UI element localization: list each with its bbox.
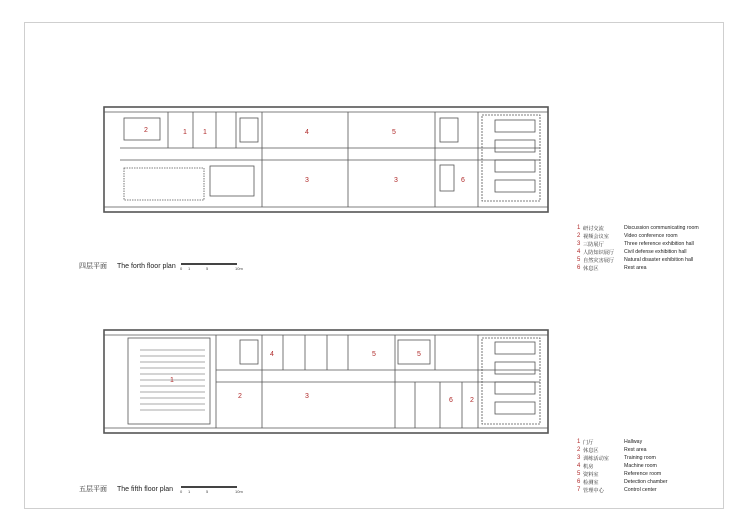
floor4-scale-bar (181, 263, 241, 273)
room-label: 3 (305, 393, 309, 400)
room-label: 5 (417, 351, 421, 358)
legend-num: 2 (577, 447, 581, 453)
legend-en: Training room (624, 455, 656, 461)
room-label: 4 (305, 129, 309, 136)
floor4-caption (79, 261, 176, 271)
legend-row (577, 438, 668, 446)
scale-tick: 5 (206, 489, 209, 494)
floor4-room-labels (144, 127, 465, 184)
scale-tick: 0 (180, 266, 183, 271)
legend-num: 4 (577, 463, 581, 469)
legend-cn: 自然灾害展厅 (583, 257, 615, 264)
legend-row (577, 462, 668, 470)
scale-tick: 1 (188, 489, 191, 494)
legend-cn: 研讨交流 (583, 225, 604, 232)
legend-cn: 管理中心 (583, 487, 604, 494)
room-label: 1 (183, 129, 187, 136)
legend-cn: 门厅 (583, 439, 594, 446)
legend-row (577, 240, 699, 248)
legend-en: Video conference room (624, 233, 678, 239)
scale-tick: 0 (180, 489, 183, 494)
legend-num: 3 (577, 241, 581, 247)
legend-en: Detection chamber (624, 479, 668, 485)
legend-num: 1 (577, 439, 581, 445)
room-label: 3 (305, 177, 309, 184)
legend-num: 1 (577, 225, 581, 231)
legend-cn: 训练活动室 (583, 455, 609, 462)
legend-row (577, 454, 668, 462)
legend-en: Hallway (624, 439, 643, 445)
room-label: 4 (270, 351, 274, 358)
legend-cn: 三防展厅 (583, 241, 604, 248)
room-label: 1 (203, 129, 207, 136)
scale-tick: 1 (188, 266, 191, 271)
legend-num: 6 (577, 265, 581, 271)
legend-row (577, 470, 668, 478)
scale-tick: 5 (206, 266, 209, 271)
floor4-legend (577, 224, 699, 272)
legend-row (577, 224, 699, 232)
legend-en: Rest area (624, 447, 647, 453)
legend-cn: 人防知识展厅 (583, 249, 615, 256)
legend-num: 6 (577, 479, 581, 485)
floor4-caption-cn: 四层平面 (79, 263, 107, 270)
floor5-legend (577, 438, 668, 494)
legend-num: 4 (577, 249, 581, 255)
floor5-scale-bar (181, 486, 241, 496)
legend-cn: 资料室 (583, 471, 599, 478)
legend-row (577, 446, 668, 454)
floor4-caption-en: The forth floor plan (116, 263, 176, 270)
room-label: 6 (449, 397, 453, 404)
legend-cn: 视频会议室 (583, 233, 609, 240)
legend-en: Machine room (624, 463, 657, 469)
legend-row (577, 486, 668, 494)
legend-en: Control center (624, 487, 657, 493)
legend-row (577, 264, 699, 272)
room-label: 5 (392, 129, 396, 136)
legend-en: Rest area (624, 265, 647, 271)
legend-num: 7 (577, 487, 581, 493)
legend-cn: 休息区 (583, 447, 599, 454)
legend-en: Discussion communicating room (624, 225, 699, 231)
legend-num: 5 (577, 471, 581, 477)
legend-row (577, 478, 668, 486)
legend-num: 3 (577, 455, 581, 461)
legend-en: Natural disaster exhibition hall (624, 257, 694, 263)
floor5-caption-en: The fifth floor plan (116, 486, 173, 493)
room-label: 2 (238, 393, 242, 400)
legend-en: Civil defense exhibition hall (624, 249, 687, 255)
room-label: 2 (144, 127, 148, 134)
legend-cn: 机房 (583, 463, 594, 470)
legend-cn: 检测室 (583, 479, 599, 486)
room-label: 5 (372, 351, 376, 358)
scale-tick: 10m (235, 489, 243, 494)
floor4-plan (104, 107, 548, 212)
legend-cn: 休息区 (583, 265, 599, 272)
legend-num: 5 (577, 257, 581, 263)
legend-en: Three reference exhibition hall (624, 241, 694, 247)
legend-en: Reference room (624, 471, 662, 477)
room-label: 1 (170, 377, 174, 384)
room-label: 6 (461, 177, 465, 184)
room-label: 3 (394, 177, 398, 184)
room-label: 2 (470, 397, 474, 404)
legend-row (577, 256, 699, 264)
legend-num: 2 (577, 233, 581, 239)
scale-tick: 10m (235, 266, 243, 271)
floor5-caption (79, 484, 173, 494)
legend-row (577, 232, 699, 240)
floor5-caption-cn: 五层平面 (79, 486, 107, 493)
legend-row (577, 248, 699, 256)
